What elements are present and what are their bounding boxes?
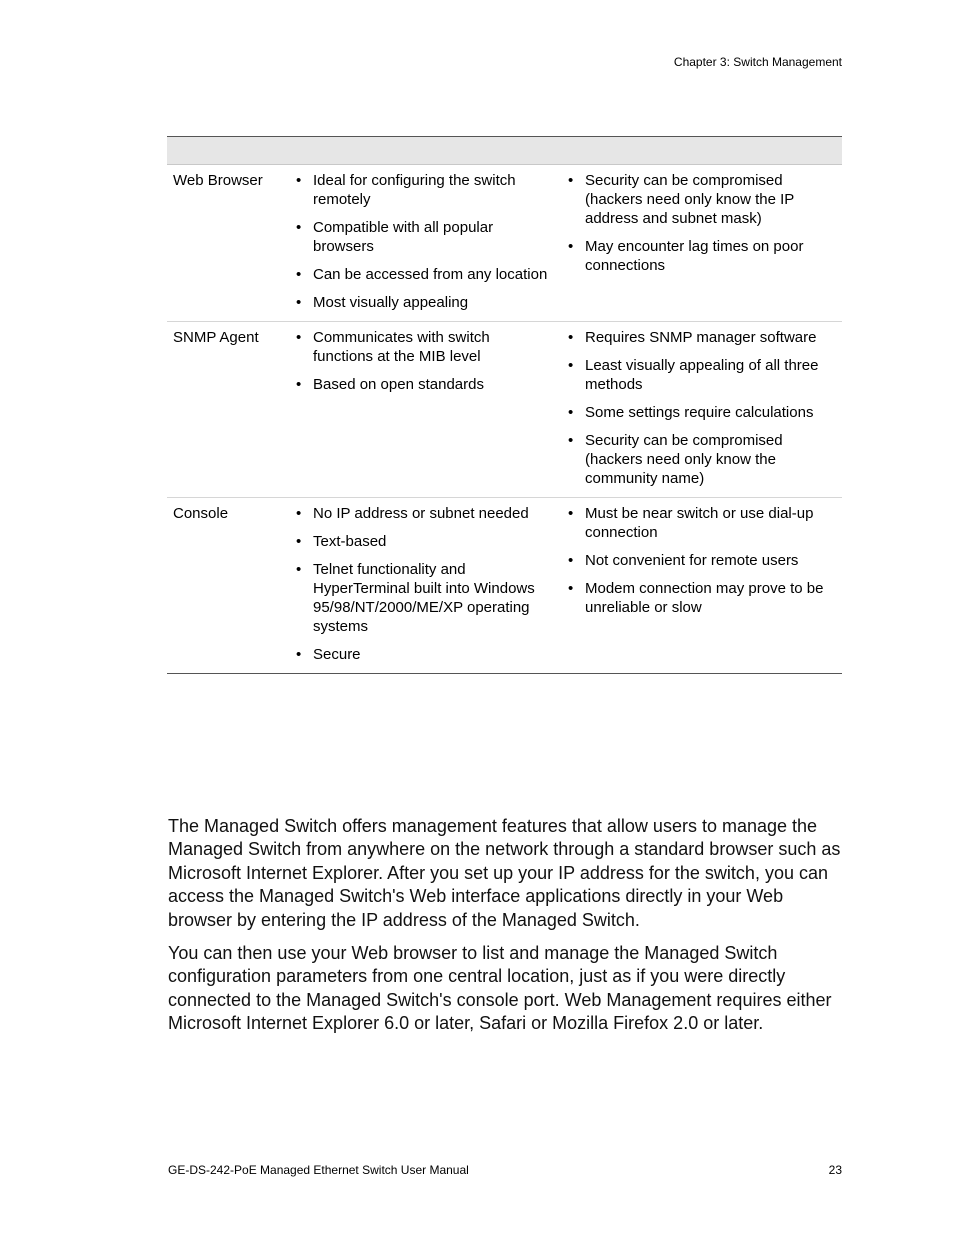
- list-item: • Security can be compromised (hackers need only know the IP address and subnet mask): [559, 171, 842, 228]
- list-item: • Telnet functionality and HyperTerminal built into Windows 95/98/NT/2000/ME/XP operating systems: [287, 560, 557, 636]
- list-item: • Modem connection may prove to be unreliable or slow: [559, 579, 842, 617]
- list-item: • Least visually appealing of all three methods: [559, 356, 842, 394]
- list-item: • Most visually appealing: [287, 293, 557, 312]
- method-name-cell: SNMP Agent: [173, 329, 259, 346]
- list-item: • No IP address or subnet needed: [287, 504, 557, 523]
- list-item: • Compatible with all popular browsers: [287, 218, 557, 256]
- disadvantages-cell: [557, 322, 842, 497]
- table-body: [167, 165, 842, 673]
- method-name-cell: Web Browser: [173, 172, 263, 189]
- table-row: [167, 498, 842, 673]
- advantages-cell: [285, 165, 557, 321]
- list-item: • Can be accessed from any location: [287, 265, 557, 284]
- table-row: [167, 165, 842, 322]
- advantages-list: [287, 171, 557, 312]
- paragraph: The Managed Switch offers management features that allow users to manage the Managed Switch from anywhere on the network through a standard browser such as Microsoft Internet Explorer. After you set up your IP address for the switch, you can access the Managed Switch's Web interface applications directly in your Web browser by entering the IP address of the Managed Switch.: [168, 816, 841, 930]
- disadvantages-cell: [557, 165, 842, 321]
- list-item: • Requires SNMP manager software: [559, 328, 842, 347]
- list-item: • Some settings require calculations: [559, 403, 842, 422]
- chapter-header: Chapter 3: Switch Management: [673, 55, 842, 69]
- list-item: • Communicates with switch functions at the MIB level: [287, 328, 557, 366]
- list-item: • May encounter lag times on poor connections: [559, 237, 842, 275]
- footer-manual-title: GE-DS-242-PoE Managed Ethernet Switch User Manual: [168, 1163, 469, 1177]
- table-header-row: [167, 137, 842, 165]
- advantages-cell: [285, 498, 557, 673]
- footer-page-number: 23: [828, 1163, 842, 1177]
- list-item: • Ideal for configuring the switch remotely: [287, 171, 557, 209]
- advantages-cell: [285, 322, 557, 497]
- list-item: • Secure: [287, 645, 557, 664]
- list-item: • Not convenient for remote users: [559, 551, 842, 570]
- list-item: • Must be near switch or use dial-up connection: [559, 504, 842, 542]
- body-text: [168, 815, 848, 1046]
- paragraph: You can then use your Web browser to list and manage the Managed Switch configuration parameters from one central location, just as if you were directly connected to the Managed Switch's console port. Web Management requires either Microsoft Internet Explorer 6.0 or later, Safari or Mozilla Firefox 2.0 or later.: [168, 943, 832, 1034]
- list-item: • Based on open standards: [287, 375, 557, 394]
- advantages-list: [287, 328, 557, 394]
- disadvantages-list: [559, 504, 842, 617]
- table-row: [167, 322, 842, 498]
- method-name-cell: Console: [173, 505, 229, 522]
- advantages-list: [287, 504, 557, 664]
- disadvantages-list: [559, 171, 842, 275]
- list-item: • Security can be compromised (hackers need only know the community name): [559, 431, 842, 488]
- disadvantages-list: [559, 328, 842, 488]
- disadvantages-cell: [557, 498, 842, 673]
- list-item: • Text-based: [287, 532, 557, 551]
- management-methods-table: [167, 136, 842, 674]
